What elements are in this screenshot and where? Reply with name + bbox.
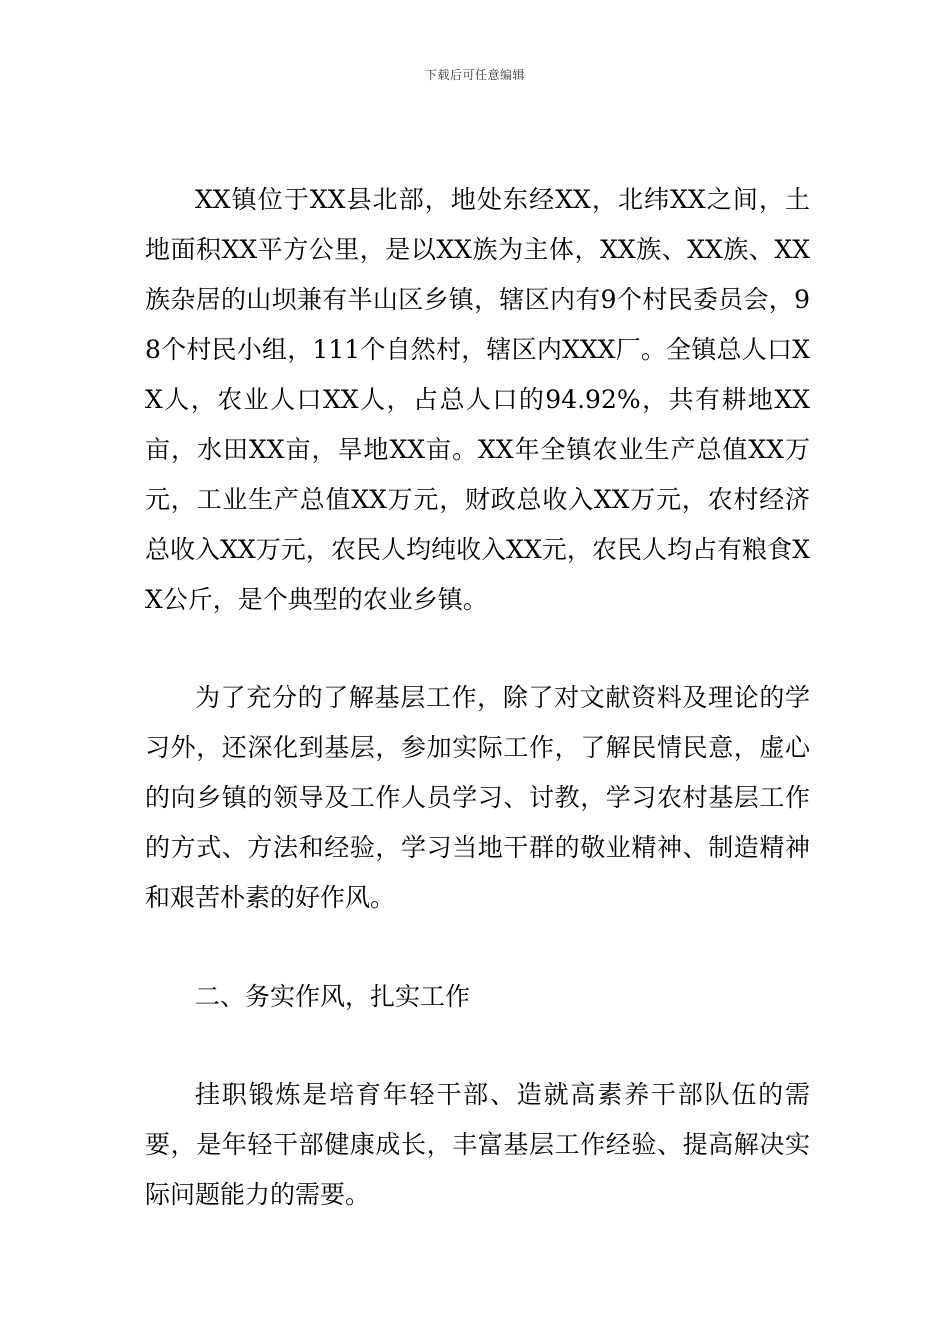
- header-note: 下载后可任意编辑: [424, 68, 525, 82]
- section-heading: 二、务实作风，扎实工作: [195, 982, 471, 1011]
- paragraph-training: 挂职锻炼是培育年轻干部、造就高素养干部队伍的需要，是年轻干部健康成长，丰富基层工作经验、提高解决实际问题能力的需要。: [145, 1080, 810, 1209]
- paragraph-learning: 为了充分的了解基层工作，除了对文献资料及理论的学习外，还深化到基层，参加实际工作，了解民情民意，虚心的向乡镇的领导及工作人员学习、讨教，学习农村基层工作的方式、方法和经验，学习当地干群的敬业精神、制造精神和艰苦朴素的好作风。: [145, 683, 810, 912]
- paragraph-town-overview: XX镇位于XX县北部，地处东经XX，北纬XX之间，土地面积XX平方公里，是以XX族为主体，XX族、XX族、XX族杂居的山坝兼有半山区乡镇，辖区内有9个村民委员会，98个村民小组，111个自然村，辖区内XXX厂。全镇总人口XX人，农业人口XX人，占总人口的94.92%，共有耕地XX亩，水田XX亩，旱地XX亩。XX年全镇农业生产总值XX万元，工业生产总值XX万元，财政总收入XX万元，农村经济总收入XX万元，农民人均纯收入XX元，农民人均占有粮食XX公斤，是个典型的农业乡镇。: [145, 185, 810, 614]
